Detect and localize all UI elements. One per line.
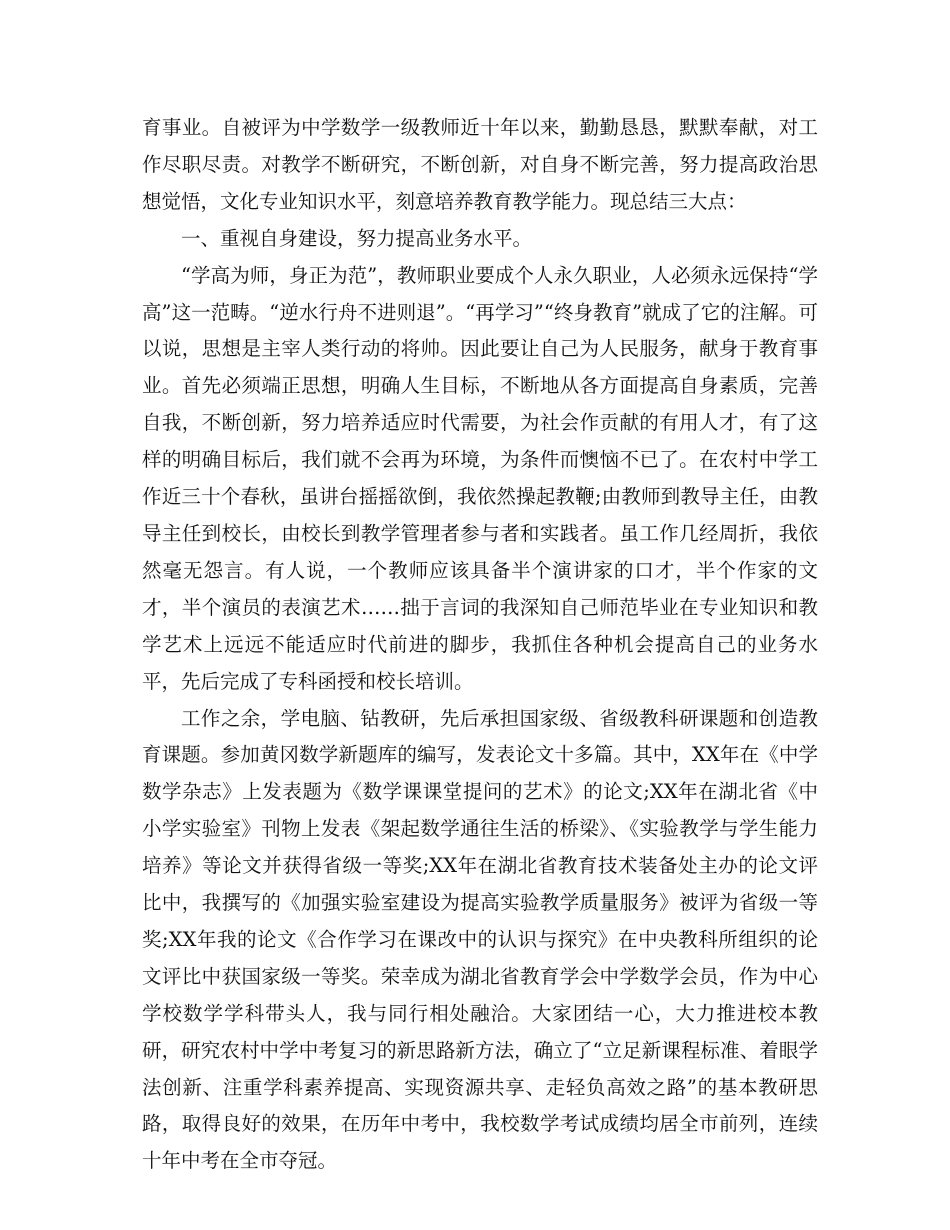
paragraph-self-improvement: “学高为师，身正为范”，教师职业要成个人永久职业，人必须永远保持“学高”这一范畴。“逆水行舟不进则退”。“再学习”“终身教育”就成了它的注解。可以说，思想是主宰人类行动的将帅。因此要让自己为人民服务，献身于教育事业。首先必须端正思想，明确人生目标，不断地从各方面提高自身素质，完善自我，不断创新，努力培养适应时代需要，为社会作贡献的有用人才，有了这样的明确目标后，我们就不会再为环境，为条件而懊恼不已了。在农村中学工作近三十个春秋，虽讲台摇摇欲倒，我依然操起教鞭;由教师到教导主任，由教导主任到校长，由校长到教学管理者参与者和实践者。虽工作几经周折，我依然毫无怨言。有人说，一个教师应该具备半个演讲家的口才，半个作家的文才，半个演员的表演艺术……拙于言词的我深知自己师范毕业在专业知识和教学艺术上远远不能适应时代前进的脚步，我抓住各种机会提高自己的业务水平，先后完成了专科函授和校长培训。 (142, 263, 818, 693)
document-body (142, 110, 818, 1180)
section-heading: 一、重视自身建设，努力提高业务水平。 (181, 226, 533, 250)
paragraph-research-achievements: 工作之余，学电脑、钻教研，先后承担国家级、省级教科研课题和创造教育课题。参加黄冈数学新题库的编写，发表论文十多篇。其中，XX年在《中学数学杂志》上发表题为《数学课课堂提问的艺术》的论文;XX年在湖北省《中小学实验室》刊物上发表《架起数学通往生活的桥梁》、《实验教学与学生能力培养》等论文并获得省级一等奖;XX年在湖北省教育技术装备处主办的论文评比中，我撰写的《加强实验室建设为提高实验教学质量服务》被评为省级一等奖;XX年我的论文《合作学习在课改中的认识与探究》在中央教科所组织的论文评比中获国家级一等奖。荣幸成为湖北省教育学会中学数学会员，作为中心学校数学学科带头人，我与同行相处融洽。大家团结一心，大力推进校本教研，研究农村中学中考复习的新思路新方法，确立了“立足新课程标准、着眼学法创新、注重学科素养提高、实现资源共享、走轻负高效之路”的基本教研思路，取得良好的效果，在历年中考中，我校数学考试成绩均居全市前列，连续十年中考在全市夺冠。 (142, 706, 818, 1173)
paragraph-continuation: 育事业。自被评为中学数学一级教师近十年以来，勤勤恳恳，默默奉献，对工作尽职尽责。对教学不断研究，不断创新，对自身不断完善，努力提高政治思想觉悟，文化专业知识水平，刻意培养教育教学能力。现总结三大点： (142, 116, 818, 213)
